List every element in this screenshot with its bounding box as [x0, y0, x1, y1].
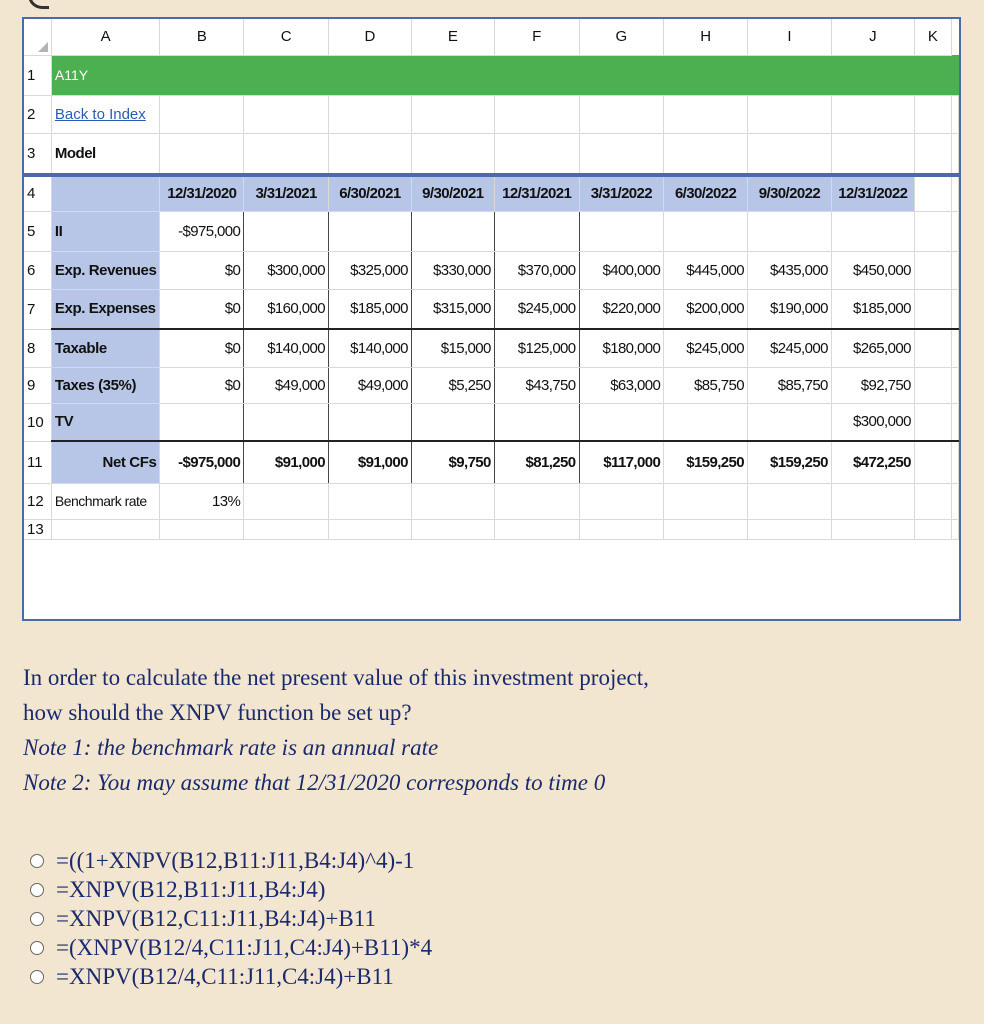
column-header-i[interactable]: I	[748, 19, 832, 55]
cell-h3[interactable]	[664, 133, 748, 175]
question-line-2: how should the XNPV function be set up?	[23, 700, 412, 725]
radio-button-icon[interactable]	[30, 912, 44, 926]
cell-e10[interactable]	[411, 403, 494, 441]
column-header-h[interactable]: H	[664, 19, 748, 55]
cell-j7[interactable]: $185,000	[831, 289, 914, 329]
cell-j2[interactable]	[831, 95, 914, 133]
cell-h6[interactable]: $445,000	[664, 251, 748, 289]
cell-k9[interactable]	[914, 367, 951, 403]
cell-d9[interactable]: $49,000	[328, 367, 411, 403]
row-header-10[interactable]: 10	[24, 403, 51, 441]
column-header-k[interactable]: K	[914, 19, 951, 55]
cell-h5[interactable]	[664, 211, 748, 251]
cell-b6[interactable]: $0	[160, 251, 244, 289]
cell-c3[interactable]	[244, 133, 329, 175]
radio-button-icon[interactable]	[30, 970, 44, 984]
cell-d12[interactable]	[328, 483, 411, 519]
cell-b5[interactable]: -$975,000	[160, 211, 244, 251]
back-to-index-link[interactable]: Back to Index	[54, 105, 146, 123]
cell-h1[interactable]	[664, 55, 748, 95]
cell-h9[interactable]: $85,750	[664, 367, 748, 403]
cell-h10[interactable]	[664, 403, 748, 441]
cell-a6[interactable]: Exp. Revenues	[51, 251, 160, 289]
select-all-corner[interactable]	[24, 19, 51, 55]
cell-h4[interactable]: 6/30/2022	[664, 175, 748, 211]
cell-k5[interactable]	[914, 211, 951, 251]
cell-f3[interactable]	[494, 133, 579, 175]
cell-d4[interactable]: 6/30/2021	[328, 175, 411, 211]
cell-i10[interactable]	[748, 403, 832, 441]
cell-g7[interactable]: $220,000	[579, 289, 664, 329]
sheet-row-5	[24, 211, 959, 251]
sheet-row-8	[24, 329, 959, 367]
cell-c13[interactable]	[244, 519, 329, 539]
cell-k2[interactable]	[914, 95, 951, 133]
row-header-5[interactable]: 5	[24, 211, 51, 251]
cell-f1[interactable]	[494, 55, 579, 95]
spreadsheet-screenshot	[22, 17, 961, 621]
cell-j13[interactable]	[831, 519, 914, 539]
cell-d1[interactable]	[328, 55, 411, 95]
cell-k6[interactable]	[914, 251, 951, 289]
column-header-j[interactable]: J	[831, 19, 914, 55]
column-header-e[interactable]: E	[411, 19, 494, 55]
cell-j8[interactable]: $265,000	[831, 329, 914, 367]
radio-button-icon[interactable]	[30, 941, 44, 955]
choice-1[interactable]	[30, 846, 432, 875]
cell-j10[interactable]: $300,000	[831, 403, 914, 441]
cell-k1[interactable]	[914, 55, 951, 95]
cell-i13[interactable]	[748, 519, 832, 539]
cell-i6[interactable]: $435,000	[748, 251, 832, 289]
cell-b11[interactable]: -$975,000	[160, 441, 244, 483]
cell-k6[interactable]	[952, 251, 959, 289]
column-header-a[interactable]: A	[51, 19, 160, 55]
cell-f9[interactable]: $43,750	[494, 367, 579, 403]
choice-label: =((1+XNPV(B12,B11:J11,B4:J4)^4)-1	[56, 847, 415, 873]
cell-d10[interactable]	[328, 403, 411, 441]
sheet-row-12	[24, 483, 959, 519]
cell-j11[interactable]: $472,250	[831, 441, 914, 483]
cell-k12[interactable]	[952, 483, 959, 519]
cell-a5[interactable]: II	[51, 211, 160, 251]
cell-d6[interactable]: $325,000	[328, 251, 411, 289]
cell-j9[interactable]: $92,750	[831, 367, 914, 403]
cell-c2[interactable]	[244, 95, 329, 133]
cell-k4[interactable]	[952, 175, 959, 211]
row-header-13[interactable]: 13	[24, 519, 51, 539]
sheet-row-2	[24, 95, 959, 133]
cell-e3[interactable]	[411, 133, 494, 175]
answer-choices	[30, 846, 432, 991]
cell-f11[interactable]: $81,250	[494, 441, 579, 483]
cell-c5[interactable]	[244, 211, 329, 251]
cell-i9[interactable]: $85,750	[748, 367, 832, 403]
cell-g2[interactable]	[579, 95, 664, 133]
cell-e1[interactable]	[411, 55, 494, 95]
cell-e13[interactable]	[411, 519, 494, 539]
cell-j5[interactable]	[831, 211, 914, 251]
cell-i1[interactable]	[748, 55, 832, 95]
choice-3[interactable]	[30, 904, 432, 933]
radio-button-icon[interactable]	[30, 854, 44, 868]
cell-a10[interactable]: TV	[51, 403, 160, 441]
cell-a8[interactable]: Taxable	[51, 329, 160, 367]
column-header-g[interactable]: G	[579, 19, 664, 55]
cell-g10[interactable]	[579, 403, 664, 441]
cell-k13[interactable]	[914, 519, 951, 539]
cell-i11[interactable]: $159,250	[748, 441, 832, 483]
cell-d3[interactable]	[328, 133, 411, 175]
cell-k9[interactable]	[952, 367, 959, 403]
question-text	[23, 660, 923, 800]
spreadsheet-grid	[24, 19, 959, 540]
cell-a2[interactable]	[51, 95, 160, 133]
choice-2[interactable]	[30, 875, 432, 904]
cell-h12[interactable]	[664, 483, 748, 519]
cell-d5[interactable]	[328, 211, 411, 251]
cell-g9[interactable]: $63,000	[579, 367, 664, 403]
sheet-row-9	[24, 367, 959, 403]
choice-label: =XNPV(B12,C11:J11,B4:J4)+B11	[56, 905, 376, 931]
cell-h13[interactable]	[664, 519, 748, 539]
cell-a12[interactable]: Benchmark rate	[51, 483, 160, 519]
cell-d13[interactable]	[328, 519, 411, 539]
cell-c11[interactable]: $91,000	[244, 441, 329, 483]
cell-e12[interactable]	[411, 483, 494, 519]
cell-i12[interactable]	[748, 483, 832, 519]
cell-k2[interactable]	[952, 95, 959, 133]
cell-j12[interactable]	[831, 483, 914, 519]
choice-label: =XNPV(B12/4,C11:J11,C4:J4)+B11	[56, 963, 394, 989]
cell-f6[interactable]: $370,000	[494, 251, 579, 289]
cell-k10[interactable]	[952, 403, 959, 441]
cell-f12[interactable]	[494, 483, 579, 519]
sheet-row-10	[24, 403, 959, 441]
cell-i3[interactable]	[748, 133, 832, 175]
cell-k8[interactable]	[952, 329, 959, 367]
cell-k10[interactable]	[914, 403, 951, 441]
cell-k1[interactable]	[952, 55, 959, 95]
cell-g4[interactable]: 3/31/2022	[579, 175, 664, 211]
cell-k11[interactable]	[952, 441, 959, 483]
cell-c10[interactable]	[244, 403, 329, 441]
cell-g8[interactable]: $180,000	[579, 329, 664, 367]
cell-e4[interactable]: 9/30/2021	[411, 175, 494, 211]
row-header-1[interactable]: 1	[24, 55, 51, 95]
column-header-b[interactable]: B	[160, 19, 244, 55]
cell-e7[interactable]: $315,000	[411, 289, 494, 329]
cell-a11[interactable]: Net CFs	[51, 441, 160, 483]
cell-g6[interactable]: $400,000	[579, 251, 664, 289]
cell-b13[interactable]	[160, 519, 244, 539]
cell-f5[interactable]	[494, 211, 579, 251]
sheet-row-1	[24, 55, 959, 95]
cell-h11[interactable]: $159,250	[664, 441, 748, 483]
sheet-row-7	[24, 289, 959, 329]
cell-b9[interactable]: $0	[160, 367, 244, 403]
column-header-c[interactable]: C	[244, 19, 329, 55]
cell-c8[interactable]: $140,000	[244, 329, 329, 367]
cell-g5[interactable]	[579, 211, 664, 251]
cell-k12[interactable]	[914, 483, 951, 519]
cell-f13[interactable]	[494, 519, 579, 539]
cell-j4[interactable]: 12/31/2022	[831, 175, 914, 211]
cell-c4[interactable]: 3/31/2021	[244, 175, 329, 211]
question-line-1: In order to calculate the net present value of this investment project,	[23, 665, 649, 690]
cell-k11[interactable]	[914, 441, 951, 483]
cell-j6[interactable]: $450,000	[831, 251, 914, 289]
question-note-1: Note 1: the benchmark rate is an annual rate	[23, 735, 439, 760]
row-header-2[interactable]: 2	[24, 95, 51, 133]
cell-k5[interactable]	[952, 211, 959, 251]
cell-e5[interactable]	[411, 211, 494, 251]
cell-a13[interactable]	[51, 519, 160, 539]
cell-k7[interactable]	[914, 289, 951, 329]
cell-i4[interactable]: 9/30/2022	[748, 175, 832, 211]
sheet-row-13	[24, 519, 959, 539]
cell-h2[interactable]	[664, 95, 748, 133]
cell-b4[interactable]: 12/31/2020	[160, 175, 244, 211]
cell-e9[interactable]: $5,250	[411, 367, 494, 403]
choice-label: =XNPV(B12,B11:J11,B4:J4)	[56, 876, 326, 902]
cell-c7[interactable]: $160,000	[244, 289, 329, 329]
cell-a7[interactable]: Exp. Expenses	[51, 289, 160, 329]
cell-j3[interactable]	[831, 133, 914, 175]
radio-button-icon[interactable]	[30, 883, 44, 897]
cell-a3[interactable]: Model	[51, 133, 160, 175]
cell-f8[interactable]: $125,000	[494, 329, 579, 367]
scroll-arc-decoration	[28, 0, 49, 9]
choice-4[interactable]	[30, 933, 432, 962]
cell-e11[interactable]: $9,750	[411, 441, 494, 483]
sheet-row-3	[24, 133, 959, 175]
cell-c12[interactable]	[244, 483, 329, 519]
cell-b10[interactable]	[160, 403, 244, 441]
cell-h8[interactable]: $245,000	[664, 329, 748, 367]
sheet-row-6	[24, 251, 959, 289]
question-note-2: Note 2: You may assume that 12/31/2020 corresponds to time 0	[23, 770, 606, 795]
choice-5[interactable]	[30, 962, 432, 991]
cell-c9[interactable]: $49,000	[244, 367, 329, 403]
cell-e8[interactable]: $15,000	[411, 329, 494, 367]
row-header-11[interactable]: 11	[24, 441, 51, 483]
cell-e2[interactable]	[411, 95, 494, 133]
cell-k4[interactable]	[914, 175, 951, 211]
cell-b7[interactable]: $0	[160, 289, 244, 329]
cell-a9[interactable]: Taxes (35%)	[51, 367, 160, 403]
cell-i5[interactable]	[748, 211, 832, 251]
choice-label: =(XNPV(B12/4,C11:J11,C4:J4)+B11)*4	[56, 934, 433, 960]
cell-a4[interactable]	[51, 175, 160, 211]
cell-i2[interactable]	[748, 95, 832, 133]
cell-b2[interactable]	[160, 95, 244, 133]
row-header-9[interactable]: 9	[24, 367, 51, 403]
cell-g3[interactable]	[579, 133, 664, 175]
cell-b3[interactable]	[160, 133, 244, 175]
cell-k8[interactable]	[914, 329, 951, 367]
row-header-3[interactable]: 3	[24, 133, 51, 175]
cell-k3[interactable]	[952, 133, 959, 175]
cell-d7[interactable]: $185,000	[328, 289, 411, 329]
sheet-row-4	[24, 175, 959, 211]
cell-f2[interactable]	[494, 95, 579, 133]
cell-b1[interactable]	[160, 55, 244, 95]
cell-c1[interactable]	[244, 55, 329, 95]
cell-f10[interactable]	[494, 403, 579, 441]
cell-g13[interactable]	[579, 519, 664, 539]
row-header-4[interactable]: 4	[24, 175, 51, 211]
cell-b12[interactable]: 13%	[160, 483, 244, 519]
cell-k13[interactable]	[952, 519, 959, 539]
cell-g11[interactable]: $117,000	[579, 441, 664, 483]
cell-d8[interactable]: $140,000	[328, 329, 411, 367]
cell-j1[interactable]	[831, 55, 914, 95]
row-header-8[interactable]: 8	[24, 329, 51, 367]
cell-g1[interactable]	[579, 55, 664, 95]
cell-i8[interactable]: $245,000	[748, 329, 832, 367]
cell-c6[interactable]: $300,000	[244, 251, 329, 289]
cell-g12[interactable]	[579, 483, 664, 519]
cell-k3[interactable]	[914, 133, 951, 175]
cell-i7[interactable]: $190,000	[748, 289, 832, 329]
row-header-12[interactable]: 12	[24, 483, 51, 519]
row-header-7[interactable]: 7	[24, 289, 51, 329]
cell-f7[interactable]: $245,000	[494, 289, 579, 329]
cell-h7[interactable]: $200,000	[664, 289, 748, 329]
row-header-6[interactable]: 6	[24, 251, 51, 289]
sheet-row-11	[24, 441, 959, 483]
cell-d2[interactable]	[328, 95, 411, 133]
column-header-d[interactable]: D	[328, 19, 411, 55]
cell-a1[interactable]: A11Y	[51, 55, 160, 95]
cell-b8[interactable]: $0	[160, 329, 244, 367]
cell-f4[interactable]: 12/31/2021	[494, 175, 579, 211]
cell-k7[interactable]	[952, 289, 959, 329]
column-header-f[interactable]: F	[494, 19, 579, 55]
cell-d11[interactable]: $91,000	[328, 441, 411, 483]
cell-e6[interactable]: $330,000	[411, 251, 494, 289]
